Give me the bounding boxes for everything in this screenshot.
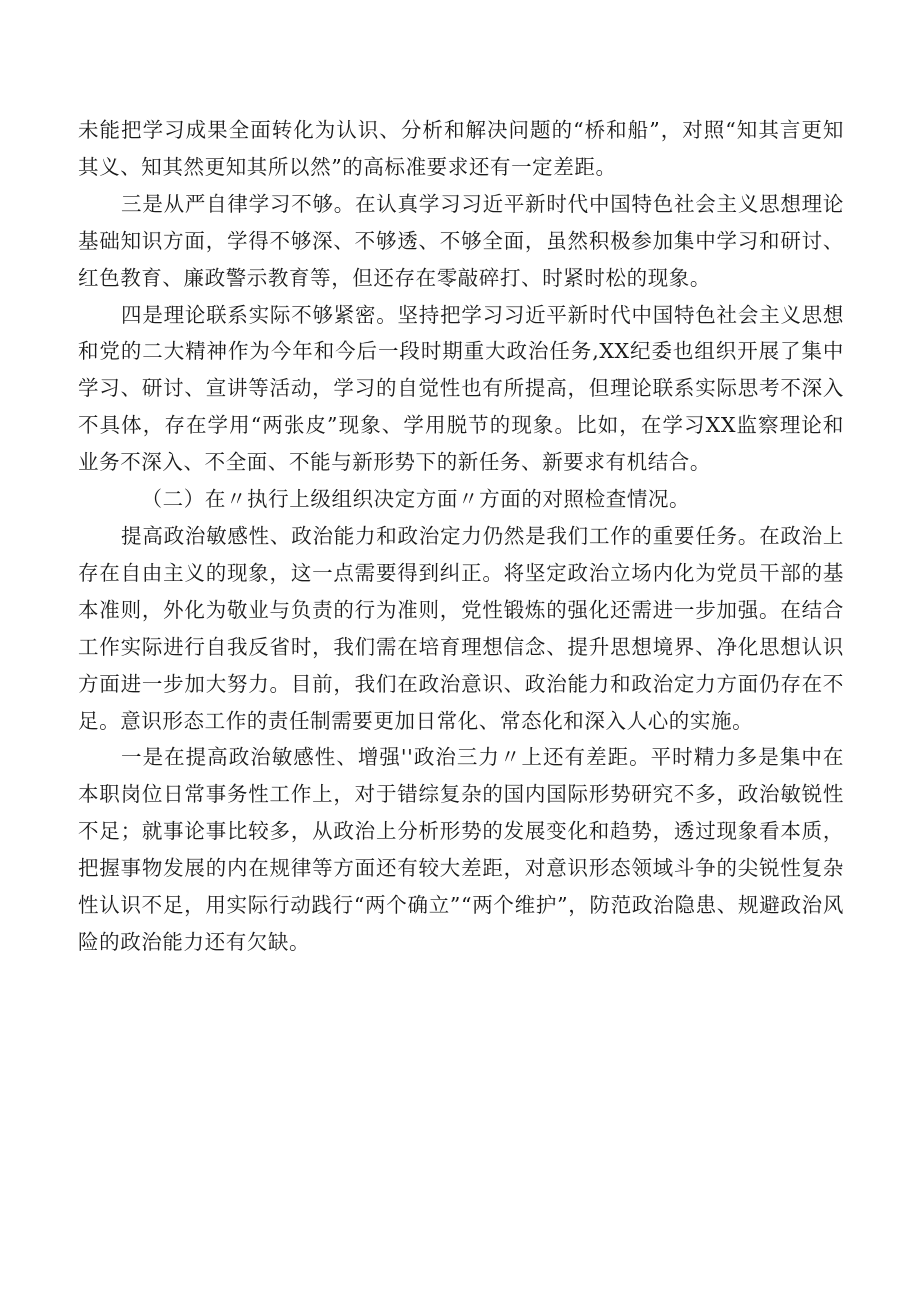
paragraph-point-three: 三是从严自律学习不够。在认真学习习近平新时代中国特色社会主义思想理论基础知识方面，学得不够深、不够透、不够全面，虽然积极参加集中学习和研讨、红色教育、廉政警示教育等，但还存在零敲碎打、时紧时松的现象。 xyxy=(78,191,844,290)
paragraph-political-sensitivity: 提高政治敏感性、政治能力和政治定力仍然是我们工作的重要任务。在政治上存在自由主义的现象，这一点需要得到纠正。将坚定政治立场内化为党员干部的基本准则，外化为敬业与负责的行为准则，党性锻炼的强化还需进一步加强。在结合工作实际进行自我反省时，我们需在培育理想信念、提升思想境界、净化思想认识方面进一步加大努力。目前，我们在政治意识、政治能力和政治定力方面仍存在不足。意识形态工作的责任制需要更加日常化、常态化和深入人心的实施。 xyxy=(78,523,844,733)
paragraph-point-four: 四是理论联系实际不够紧密。坚持把学习习近平新时代中国特色社会主义思想和党的二大精神作为今年和今后一段时期重大政治任务,XX纪委也组织开展了集中学习、研讨、宣讲等活动，学习的自觉性也有所提高，但理论联系实际思考不深入不具体，存在学用“两张皮”现象、学用脱节的现象。比如，在学习XX监察理论和业务不深入、不全面、不能与新形势下的新任务、新要求有机结合。 xyxy=(78,302,844,475)
section-heading: （二）在〃执行上级组织决定方面〃方面的对照检查情况。 xyxy=(141,487,691,512)
paragraph-continuation: 未能把学习成果全面转化为认识、分析和解决问题的“桥和船”，对照“知其言更知其义、知其然更知其所以然”的高标准要求还有一定差距。 xyxy=(78,118,844,179)
document-body xyxy=(78,112,844,961)
paragraph-point-one: 一是在提高政治敏感性、增强''政治三力〃上还有差距。平时精力多是集中在本职岗位日常事务性工作上，对于错综复杂的国内国际形势研究不多，政治敏锐性不足；就事论事比较多，从政治上分析形势的发展变化和趋势，透过现象看本质，把握事物发展的内在规律等方面还有较大差距，对意识形态领域斗争的尖锐性复杂性认识不足，用实际行动践行“两个确立”“两个维护”，防范政治隐患、规避政治风险的政治能力还有欠缺。 xyxy=(78,745,844,954)
